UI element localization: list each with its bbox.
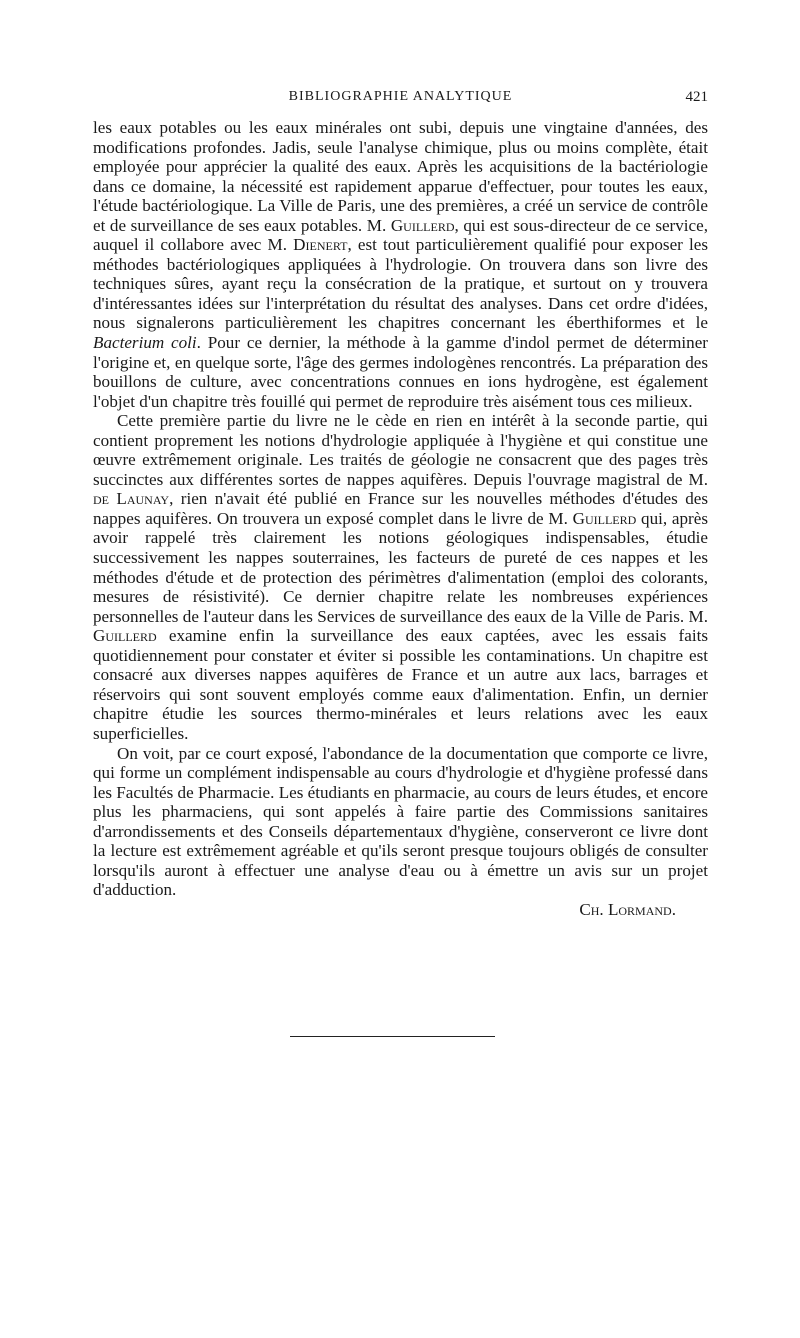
text-segment: , qui est sous-directeur de ce service, auquel il collabore avec M. xyxy=(93,215,708,255)
page-number: 421 xyxy=(685,89,708,105)
author-name: Guillerd xyxy=(390,215,455,235)
italic-term: Bacterium coli xyxy=(93,333,197,353)
paragraph xyxy=(93,744,708,900)
running-title: BIBLIOGRAPHIE ANALYTIQUE xyxy=(288,89,513,104)
text-segment: qui, après avoir rappelé très clairement les notions géologiques indispensables, étudie successivement les nappes souterraines, les facteurs de pureté de ces nappes et les méthodes d'étude et de protection des périmètres d'alimentation (emploi des colorants, mesures de résistivité). Ce dernier chapitre relate les nombreuses expériences personnelles de l'auteur dans les Services de surveillance des eaux de la Ville de Paris. M. xyxy=(93,508,708,626)
paragraph xyxy=(93,411,708,743)
text-segment: examine enfin la surveillance des eaux captées, avec les essais faits quotidiennement pour constater et éviter si possible les contaminations. Un chapitre est consacré aux diverses nappes aquifères de France et un autre aux lacs, barrages et réservoirs qui sont souvent employés comme eaux d'alimentation. Enfin, un dernier chapitre étudie les sources thermo-minérales et leurs relations avec les eaux superficielles. xyxy=(93,626,708,743)
text-segment: , est tout particulièrement qualifié pour exposer les méthodes bactériologiques appliquées à l'hydrologie. On trouvera dans son livre des techniques sûres, ayant reçu la consécration de la pratique, et surtout on y trouvera d'intéressantes idées sur l'interprétation du résultat des analyses. Dans cet ordre d'idées, nous signalerons particulièrement les chapitres concernant les éberthiformes et le xyxy=(93,235,708,333)
text-segment: Cette première partie du livre ne le cède en rien en intérêt à la seconde partie, qui contient proprement les notions d'hydrologie appliquée à l'hygiène et qui constitue une œuvre extrêmement originale. Les traités de géologie ne consacrent que des pages très succinctes aux différentes sortes de nappes aquifères. Depuis l'ouvrage magistral de M. xyxy=(93,411,708,489)
author-name: de Launay xyxy=(93,489,170,509)
text-segment: . Pour ce dernier, la méthode à la gamme d'indol permet de déterminer l'origine et, en quelque sorte, l'âge des germes indologènes rencontrés. La préparation des bouillons de culture, avec concentrations connues en ions hydrogène, est également l'objet d'un chapitre très fouillé qui permet de reproduire très aisément tous ces milieux. xyxy=(93,333,708,411)
running-head xyxy=(93,89,708,111)
section-divider xyxy=(290,1036,495,1037)
paragraph xyxy=(93,118,708,411)
author-name: Dienert xyxy=(293,235,348,255)
text-segment: On voit, par ce court exposé, l'abondance de la documentation que comporte ce livre, qui forme un complément indispensable au cours d'hydrologie et d'hygiène professé dans les Facultés de Pharmacie. Les étudiants en pharmacie, au cours de leurs études, et encore plus les pharmaciens, qui sont appelés à faire partie des Commissions sanitaires d'arrondissements et des Conseils départementaux d'hygiène, conserveront ce livre dont la lecture est extrêmement agréable et qu'ils seront presque toujours obligés de consulter lorsqu'ils auront à effectuer une analyse d'eau ou à émettre un avis sur un projet d'adduction. xyxy=(93,743,708,900)
author-name: Guillerd xyxy=(572,508,637,528)
text-segment: les eaux potables ou les eaux minérales ont subi, depuis une vingtaine d'années, des modifications profondes. Jadis, seule l'analyse chimique, plus ou moins complète, était employée pour apprécier la qualité des eaux. Après les acquisitions de la bactériologie dans ce domaine, la nécessité est rapidement apparue d'effectuer, pour toutes les eaux, l'étude bactériologique. La Ville de Paris, une des premières, a créé un service de contrôle et de surveillance de ses eaux potables. M. xyxy=(93,118,708,235)
text-segment: , rien n'avait été publié en France sur les nouvelles méthodes d'études des nappes aquifères. On trouvera un exposé complet dans le livre de M. xyxy=(93,489,708,528)
author-name: Guillerd xyxy=(93,626,157,646)
article-body xyxy=(93,118,708,919)
signature: Ch. Lormand. xyxy=(579,899,676,919)
